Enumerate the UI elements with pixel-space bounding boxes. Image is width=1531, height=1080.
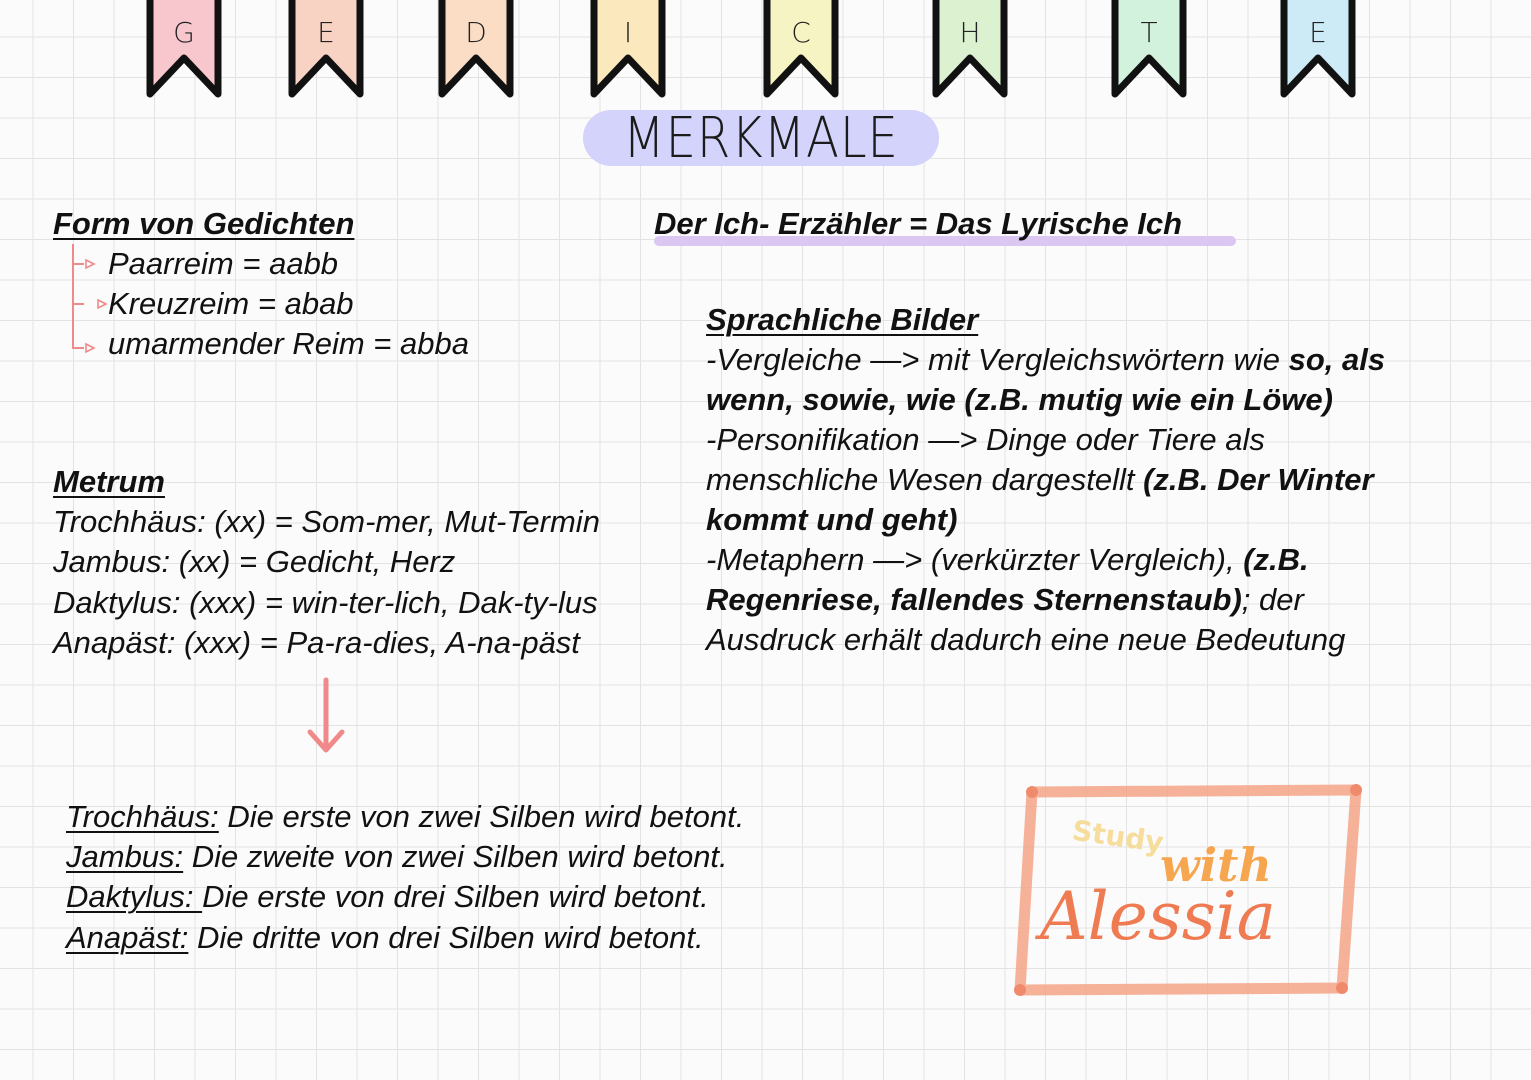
metrum-heading: Metrum [53, 464, 165, 499]
banner-letter: C [791, 16, 811, 49]
metrum-row: Daktylus: (xxx) = win-ter-lich, Dak-ty-lus [53, 585, 598, 620]
banner-6 [1111, 0, 1187, 100]
rhyme-item: umarmender Reim = abba [108, 326, 469, 361]
banner-shape-icon [146, 0, 222, 100]
rhyme-item: Paarreim = aabb [108, 246, 339, 281]
banner-1 [288, 0, 364, 100]
bilder-line: -Metaphern —> (verkürzter Vergleich), (z.B. [706, 542, 1309, 577]
metrum-row: Jambus: (xx) = Gedicht, Herz [53, 544, 456, 579]
bilder-line: -Personifikation —> Dinge oder Tiere als [706, 422, 1265, 457]
metrum-row: Trochhäus: (xx) = Som-mer, Mut-Termin [53, 504, 600, 539]
banner-letter: I [623, 16, 633, 49]
banner-shape-icon [438, 0, 514, 100]
banner-letter: D [465, 16, 487, 49]
arrow-down-icon [304, 676, 348, 756]
bilder-line: Regenriese, fallendes Sternenstaub); der [706, 582, 1304, 617]
rhyme-item: Kreuzreim = abab [108, 286, 354, 321]
banner-shape-icon [763, 0, 839, 100]
bilder-heading: Sprachliche Bilder [706, 302, 979, 337]
metrum-row: Anapäst: (xxx) = Pa-ra-dies, A-na-päst [53, 625, 580, 660]
definition-row: Anapäst: Die dritte von drei Silben wird betont. [66, 920, 704, 955]
banner-letter: T [1140, 16, 1158, 49]
banner-5 [932, 0, 1008, 100]
banner-shape-icon [1111, 0, 1187, 100]
form-heading: Form von Gedichten [53, 206, 355, 241]
definition-row: Jambus: Die zweite von zwei Silben wird betont. [66, 839, 728, 874]
banner-4 [763, 0, 839, 100]
banner-shape-icon [590, 0, 666, 100]
tree-connector-icon [70, 244, 112, 356]
banner-letter: E [317, 16, 335, 49]
banner-shape-icon [1280, 0, 1356, 100]
definition-row: Trochhäus: Die erste von zwei Silben wird betont. [66, 799, 745, 834]
bilder-line: menschliche Wesen dargestellt (z.B. Der Winter [706, 462, 1374, 497]
banner-3 [590, 0, 666, 100]
banner-2 [438, 0, 514, 100]
bilder-line: Ausdruck erhält dadurch eine neue Bedeutung [706, 622, 1346, 657]
bilder-line: wenn, sowie, wie (z.B. mutig wie ein Löwe) [706, 382, 1333, 417]
bilder-line: kommt und geht) [706, 502, 958, 537]
banner-shape-icon [932, 0, 1008, 100]
logo-study: Study [1070, 813, 1166, 860]
logo-name: Alessia [1040, 878, 1277, 955]
banner-7 [1280, 0, 1356, 100]
definition-row: Daktylus: Die erste von drei Silben wird betont. [66, 879, 709, 914]
banner-shape-icon [288, 0, 364, 100]
logo-with: with [1160, 838, 1272, 892]
banner-letter: E [1309, 16, 1327, 49]
page-title: MERKMALE [623, 106, 899, 171]
banner-0 [146, 0, 222, 100]
lyric-heading: Der Ich- Erzähler = Das Lyrische Ich [654, 206, 1183, 241]
banner-letter: H [959, 16, 981, 49]
bilder-line: -Vergleiche —> mit Vergleichswörtern wie so, als [706, 342, 1386, 377]
study-with-alessia-logo [1010, 780, 1370, 1000]
banner-letter: G [173, 16, 195, 49]
